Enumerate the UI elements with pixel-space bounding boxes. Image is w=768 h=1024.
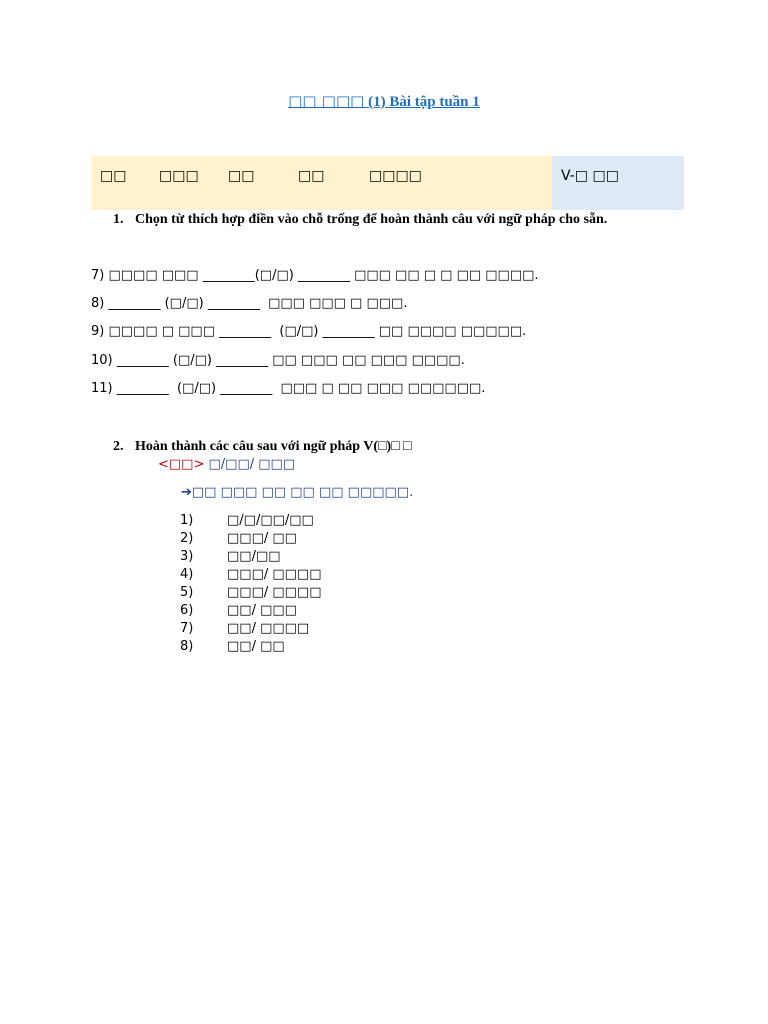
- exercise-line: 8) ________ (□/□) ________ □□□ □□□ □ □□□.: [91, 296, 408, 311]
- exercise-line: 9) □□□□ □ □□□ ________ (□/□) ________ □□ □□□□ □□□□□.: [91, 324, 527, 339]
- vocab-word: □□: [228, 168, 255, 184]
- example-row: [158, 457, 295, 472]
- item-number: 3): [180, 549, 194, 564]
- item-words: □□/ □□: [227, 639, 285, 654]
- item-words: □□/□□: [227, 549, 281, 564]
- item-number: 4): [180, 567, 194, 582]
- section-1-heading: [113, 212, 607, 228]
- example-tag: <□□>: [158, 457, 205, 472]
- exercise-line: 10) ________ (□/□) ________ □□ □□□ □□ □□□ □□□□.: [91, 353, 465, 368]
- page-title: [0, 92, 768, 111]
- vocabulary-words: [91, 156, 552, 210]
- list-item: [180, 585, 322, 600]
- grammar-cell: [552, 156, 684, 210]
- item-number: 8): [180, 639, 194, 654]
- grammar-label: V-□ □□: [561, 168, 619, 184]
- vocab-word: □□□□: [369, 168, 422, 184]
- list-item: [180, 621, 309, 636]
- list-item: [180, 639, 285, 654]
- item-number: 6): [180, 603, 194, 618]
- item-number: 7): [180, 621, 194, 636]
- section-2-heading: [113, 439, 412, 455]
- example-words: □/□□/ □□□: [208, 457, 296, 472]
- item-number: 1): [180, 513, 194, 528]
- title-korean: □□ □□□: [288, 92, 365, 110]
- item-words: □□□/ □□□□: [227, 567, 322, 582]
- section-1-number: 1.: [113, 212, 124, 227]
- item-words: □/□/□□/□□: [227, 513, 314, 528]
- item-words: □□□/ □□: [227, 531, 297, 546]
- item-words: □□/ □□□□: [227, 621, 310, 636]
- item-words: □□□/ □□□□: [227, 585, 322, 600]
- section-1-instruction: Chọn từ thích hợp điền vào chỗ trống để hoàn thành câu với ngữ pháp cho sẵn.: [135, 212, 608, 227]
- section-2-number: 2.: [113, 439, 124, 454]
- section-2-instruction: Hoàn thành các câu sau với ngữ pháp V(□)□ □: [135, 439, 412, 454]
- exercise-line: 7) □□□□ □□□ ________(□/□) ________ □□□ □□ □ □ □□ □□□□.: [91, 268, 539, 283]
- title-text: (1) Bài tập tuần 1: [364, 94, 480, 110]
- item-words: □□/ □□□: [227, 603, 297, 618]
- list-item: [180, 549, 281, 564]
- vocabulary-band: [91, 156, 684, 210]
- list-item: [180, 567, 322, 582]
- list-item: [180, 531, 297, 546]
- vocab-word: □□□: [159, 168, 199, 184]
- vocab-word: □□: [298, 168, 325, 184]
- item-number: 5): [180, 585, 194, 600]
- vocab-word: □□: [100, 168, 127, 184]
- list-item: [180, 513, 314, 528]
- example-answer: ➔□□ □□□ □□ □□ □□ □□□□□.: [181, 485, 414, 500]
- exercise-line: 11) ________ (□/□) ________ □□□ □ □□ □□□ □□□□□□.: [91, 381, 486, 396]
- item-number: 2): [180, 531, 194, 546]
- list-item: [180, 603, 297, 618]
